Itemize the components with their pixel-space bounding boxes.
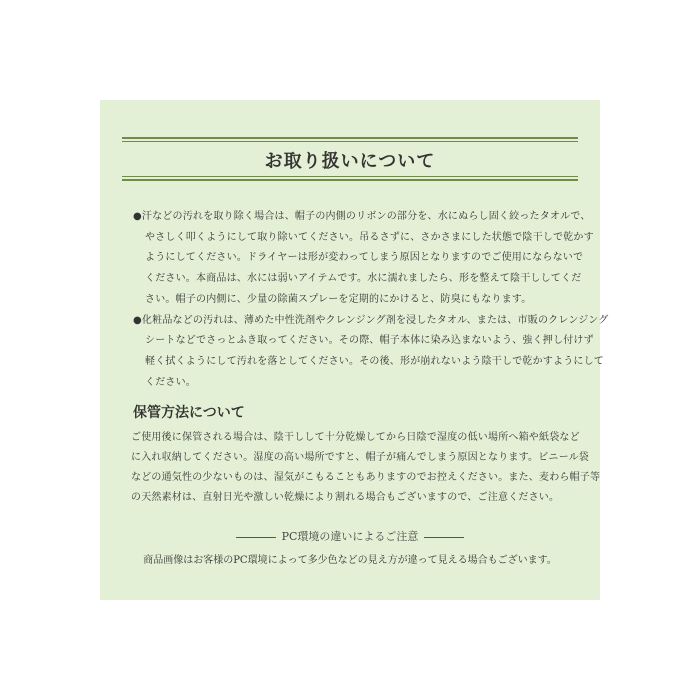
storage-instructions [131, 428, 601, 508]
care-line: ようにしてください。ドライヤーは形が変わってしまう原因となりますのでご使用にならないで [145, 252, 584, 264]
care-instructions-card [100, 100, 609, 600]
care-line: 軽く拭くようにして汚れを落としてください。その後、形が崩れないよう陰干しで乾かすようにして [145, 355, 604, 367]
storage-heading: 保管方法について [133, 405, 245, 421]
notice-heading-text: PC環境の違いによるご注意 [281, 530, 419, 543]
notice-heading [100, 528, 600, 544]
care-line: ください。本商品は、水には弱いアイテムです。水に濡れましたら、形を整えて陰干ししてくだ [145, 273, 582, 285]
notice-text: 商品画像はお客様のPC環境によって多少色などの見え方が違って見える場合もございます。 [143, 555, 557, 566]
care-line: シートなどでさっとふき取ってください。その際、帽子本体に染み込まないよう、強く押し付けず [145, 335, 594, 347]
storage-line: の天然素材は、直射日光や激しい乾燥により割れる場合もございますので、ご注意ください。 [131, 492, 560, 503]
storage-line: ご使用後に保管される場合は、陰干しして十分乾燥してから日陰で湿度の低い場所へ箱や紙袋など [131, 432, 580, 443]
care-line: やさしく叩くようにして取り除いてください。吊るさずに、さかさまにした状態で陰干しで乾かす [145, 231, 594, 243]
care-line: ●化粧品などの汚れは、薄めた中性洗剤やクレンジング剤を浸したタオル、または、市販のクレンジング [133, 314, 609, 326]
page-title: お取り扱いについて [264, 151, 436, 172]
divider-left [236, 537, 276, 538]
care-line: ●汗などの汚れを取り除く場合は、帽子の内側のリボンの部分を、水にぬらし固く絞ったタオルで、 [133, 211, 591, 222]
care-line: ください。 [145, 376, 196, 388]
storage-line: に入れ収納してください。湿度の高い場所ですと、帽子が痛んでしまう原因となります。ビニール袋 [131, 452, 589, 463]
care-line: さい。帽子の内側に、少量の除菌スプレーを定期的にかけると、防臭にもなります。 [145, 293, 532, 305]
storage-line: などの通気性の少ないものは、湿気がこもることもありますのでお控えください。また、麦わら帽子等 [131, 472, 601, 483]
care-instructions [133, 207, 609, 393]
divider-right [424, 537, 464, 538]
title-banner [122, 137, 578, 181]
